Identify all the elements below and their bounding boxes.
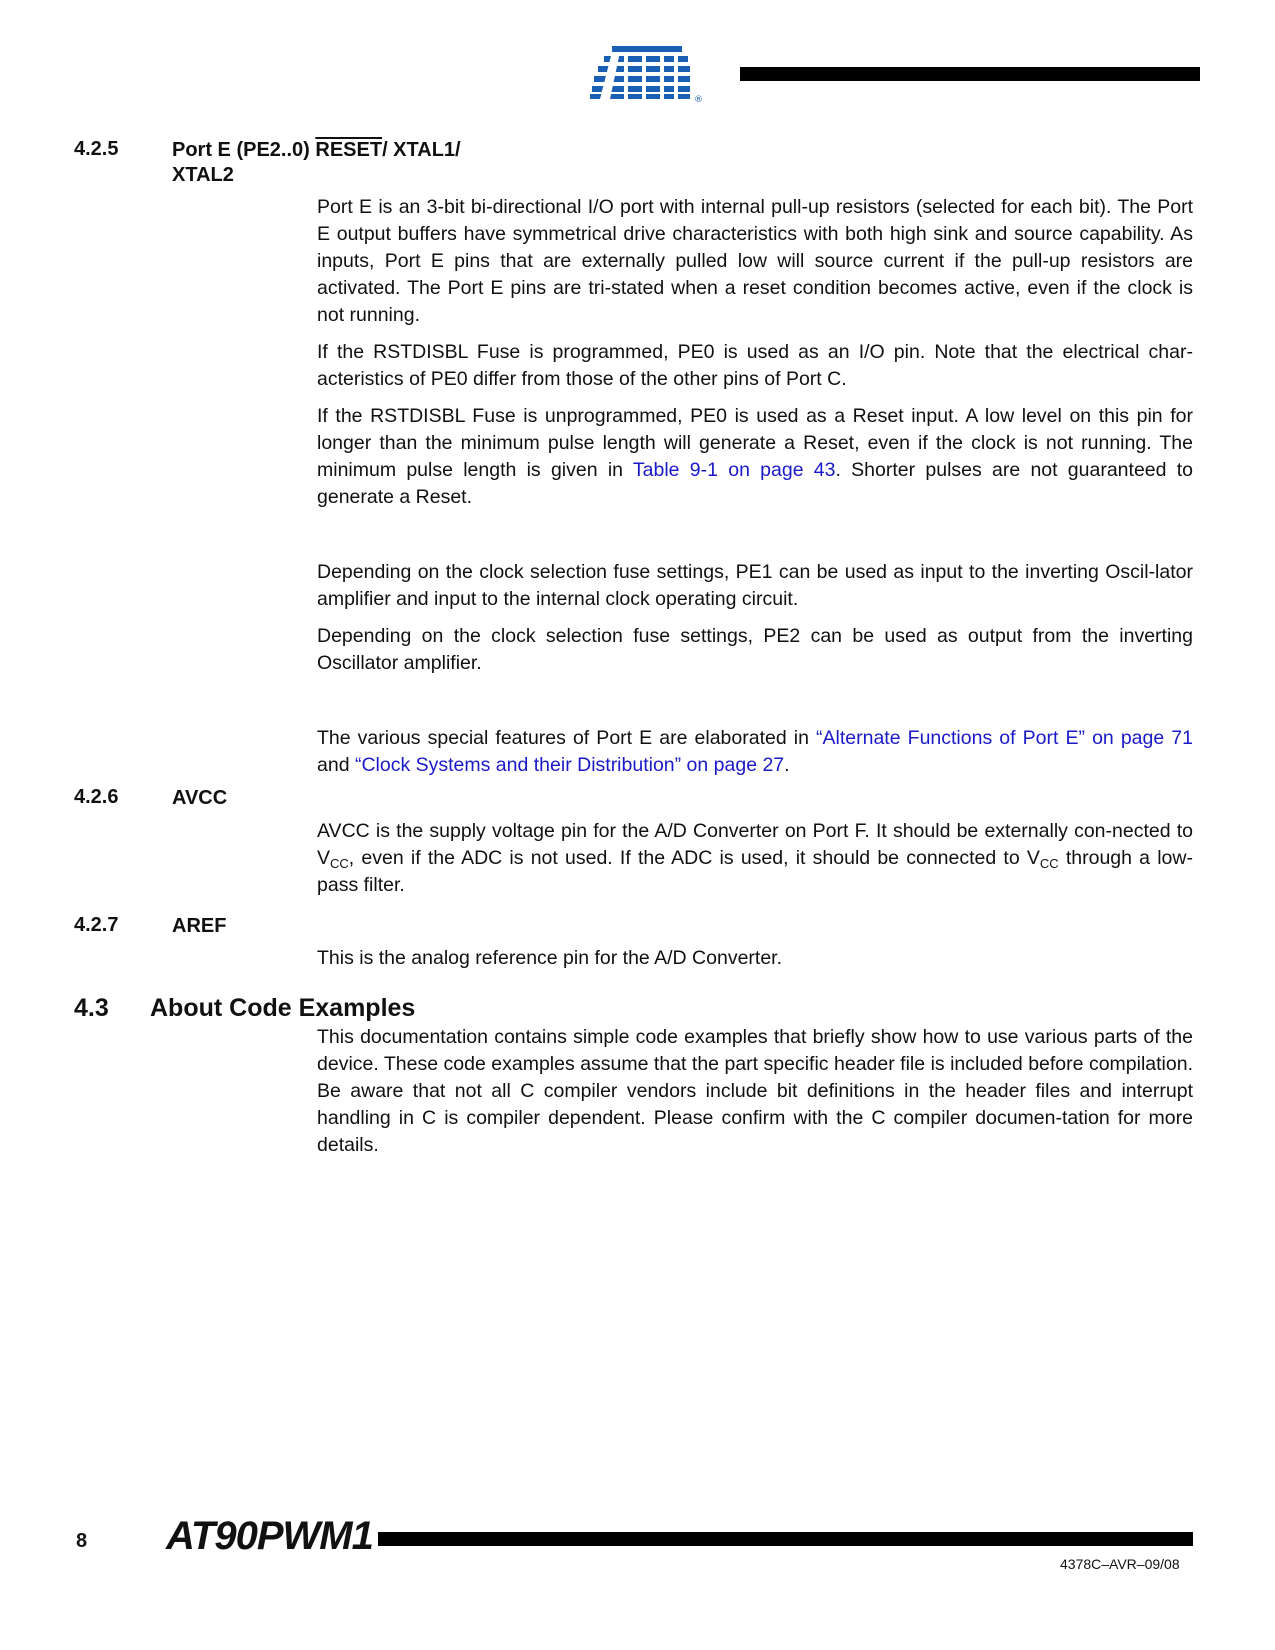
subscript: CC [330,856,349,871]
header-rule [740,67,1200,81]
section-body-4-3 [317,1024,1193,1159]
link-table-9-1[interactable]: Table 9-1 on page 43 [632,459,836,481]
text: through a low-pass filter. [317,847,1193,896]
atmel-logo [590,44,710,104]
paragraph: If the RSTDISBL Fuse is programmed, PE0 is used as an I/O pin. Note that the electrical char-acteristics of PE0 differ from those of the other pins of Port C. [317,341,1193,390]
subscript: CC [1039,856,1059,871]
text: If the RSTDISBL Fuse is unprogrammed, PE0 is used as a Reset input. A low level on this pin for longer than the minimum pulse length will generate a Reset, even if the clock is not running. The minimum pulse length is given in [317,405,1193,481]
text: AVCC is the supply voltage pin for the A/D Converter on Port F. It should be externally con-nected to V [317,820,1193,869]
link-alternate-functions-port-e[interactable]: “Alternate Functions of Port E” on page 71 [816,727,1193,749]
paragraph [317,818,1193,899]
text: . Shorter pulses are not guaranteed to generate a Reset. [317,459,1193,508]
section-number-4-2-6: 4.2.6 [74,786,119,808]
document-id: 4378C–AVR–09/08 [1060,1556,1180,1572]
section-body-4-2-5 [317,194,1193,779]
paragraph: Depending on the clock selection fuse settings, PE2 can be used as output from the inverting Oscillator amplifier. [317,625,1193,674]
text: and [317,754,355,776]
paragraph: This documentation contains simple code examples that briefly show how to use various parts of the device. These code examples assume that the part specific header file is included before compilation. Be aware that not all C compiler vendors include bit definitions in the header files and interrupt handling in C is compiler dependent. Please confirm with the C compiler documen-tation for more details. [317,1026,1193,1156]
section-number-4-2-7: 4.2.7 [74,914,119,936]
title-part: Port E (PE2..0) [172,139,316,161]
paragraph [317,403,1193,511]
footer-rule [378,1532,1193,1546]
paragraph: Port E is an 3-bit bi-directional I/O port with internal pull-up resistors (selected for each bit). The Port E output buffers have symmetrical drive characteristics with both high sink and source capability. As inputs, Port E pins that are externally pulled low will source current if the pull-up resistors are activated. The Port E pins are tri-stated when a reset condition becomes active, even if the clock is not running. [317,196,1193,326]
text: . [784,754,790,776]
title-part: XTAL2 [172,164,234,186]
paragraph [317,725,1193,779]
paragraph: Depending on the clock selection fuse settings, PE1 can be used as input to the inverting Oscil-lator amplifier and input to the internal clock operating circuit. [317,561,1193,610]
paragraph: This is the analog reference pin for the A/D Converter. [317,947,783,969]
section-number-4-3: 4.3 [74,994,109,1022]
document-name: AT90PWM1 [166,1514,373,1558]
section-number-4-2-5: 4.2.5 [74,138,119,160]
section-title-4-2-6: AVCC [172,787,228,809]
page-number: 8 [76,1530,88,1552]
reset-overline-text: RESET [315,139,383,161]
svg-text:®: ® [694,95,703,104]
title-part: / XTAL1/ [382,139,461,161]
section-title-4-3: About Code Examples [150,994,416,1022]
section-title-4-2-7: AREF [172,915,227,937]
text: , even if the ADC is not used. If the ADC is used, it should be connected to V [348,847,1040,869]
section-title-4-2-5 [172,138,461,188]
link-clock-systems[interactable]: “Clock Systems and their Distribution” on page 27 [354,754,785,776]
text: The various special features of Port E are elaborated in [317,727,817,749]
section-body-4-2-6 [317,818,1193,899]
section-body-4-2-7 [317,945,1193,972]
